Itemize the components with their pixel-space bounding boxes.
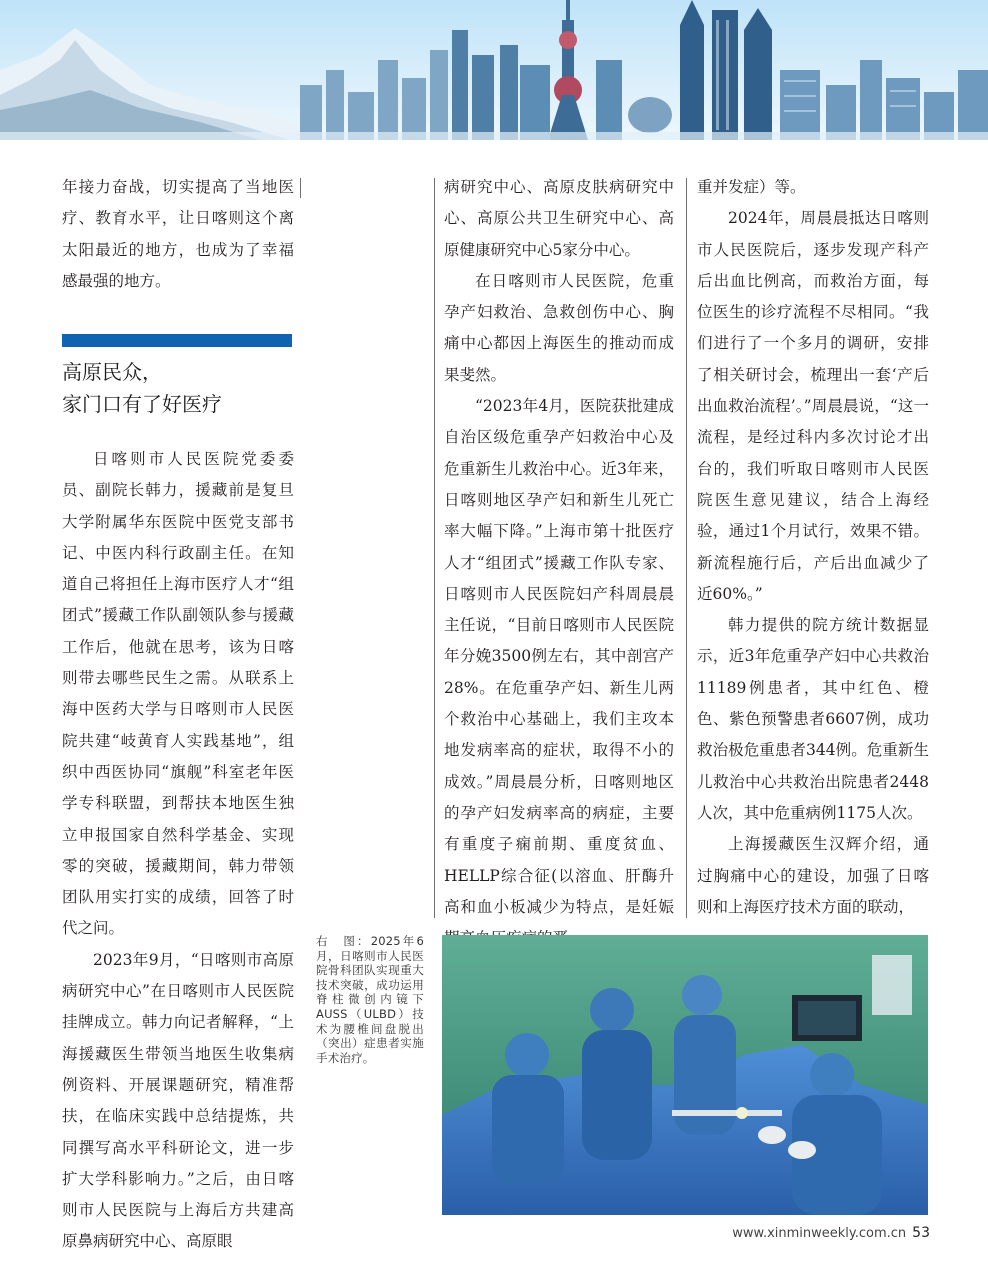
paragraph: 在日喀则市人民医院，危重孕产妇救治、急救创伤中心、胸痛中心都因上海医生的推动而成果斐然。 <box>444 271 674 384</box>
column-rule <box>300 178 301 198</box>
photo-caption: 右 图：2025年6月，日喀则市人民医院骨科团队实现重大技术突破，成功运用脊柱微创内镜下AUSS（ULBD）技术为腰椎间盘脱出（突出）症患者实施手术治疗。 <box>316 934 424 1065</box>
page-number: 53 <box>912 1225 930 1241</box>
section-heading <box>62 356 294 420</box>
paragraph: 2024年，周晨晨抵达日喀则市人民医院后，逐步发现产科产后出血比例高，而救治方面，每位医生的诊疗流程不尽相同。“我们进行了一个多月的调研，安排了相关研讨会，梳理出一套‘产后出血救治流程’。”周晨晨说，“这一流程，是经过科内多次讨论才出台的，我们听取日喀则市人民医院医生意见建议，结合上海经验，通过1个月试行，效果不错。新流程施行后，产后出血减少了近60%。” <box>697 209 929 603</box>
operating-room-illustration <box>442 935 928 1215</box>
paragraph: 重并发症）等。 <box>697 178 806 196</box>
header-banner-image <box>0 0 988 140</box>
column-rule <box>686 178 687 918</box>
paragraph: 2023年9月，“日喀则市高原病研究中心”在日喀则市人民医院挂牌成立。韩力向记者解释，“上海援藏医生带领当地医生收集病例资料、开展课题研究，精准帮扶，在临床实践中总结提炼，共同撰写高水平科研论文，进一步扩大学科影响力。”之后，由日喀则市人民医院与上海后方共建高原鼻病研究中心、高原眼 <box>62 950 294 1251</box>
website-url: www.xinminweekly.com.cn <box>732 1226 907 1241</box>
section-heading-line-1: 高原民众， <box>62 360 162 384</box>
paragraph: 病研究中心、高原皮肤病研究中心、高原公共卫生研究中心、高原健康研究中心5家分中心。 <box>444 178 674 259</box>
section-accent-bar <box>62 334 292 347</box>
section-heading-line-2: 家门口有了好医疗 <box>62 392 222 416</box>
surgery-photo <box>442 935 928 1215</box>
paragraph: 韩力提供的院方统计数据显示，近3年危重孕产妇中心共救治11189例患者，其中红色、橙色、紫色预警患者6607例，成功救治极危重患者344例。危重新生儿救治中心共救治出院患者2448人次，其中危重病例1175人次。 <box>697 616 929 822</box>
paragraph: “2023年4月，医院获批建成自治区级危重孕产妇救治中心及危重新生儿救治中心。近3年来，日喀则地区孕产妇和新生儿死亡率大幅下降。”上海市第十批医疗人才“组团式”援藏工作队专家、日喀则市人民医院妇产科周晨晨主任说，“目前日喀则市人民医院年分娩3500例左右，其中剖宫产28%。在危重孕产妇、新生儿两个救治中心基础上，我们主攻本地发病率高的症状，取得不小的成效。”周晨晨分析，日喀则地区的孕产妇发病率高的病症，主要有重度子痫前期、重度贫血、HELLP综合征(以溶血、肝酶升高和血小板减少为特点，是妊娠 <box>444 397 674 916</box>
paragraph: 日喀则市人民医院党委委员、副院长韩力，援藏前是复旦大学附属华东医院中医党支部书记、中医内科行政副主任。在知道自己将担任上海市医疗人才“组团式”援藏工作队副领队参与援藏工作后，他就在思考，该为日喀则带去哪些民生之需。从联系上海中医药大学与日喀则市人民医院共建“岐黄育人实践基地”，组织中西医协同“旗舰”科室老年医学专科联盟，到帮扶本地医生独立申报国家自然科学基金、实现零的突破，援藏期间，韩力带领团队用实打实的成绩，回答了时代之问。 <box>62 450 294 938</box>
article-column-3 <box>697 172 929 923</box>
article-column-2 <box>444 172 674 954</box>
paragraph: 年接力奋战，切实提高了当地医疗、教育水平，让日喀则这个离太阳最近的地方，也成为了幸福感最强的地方。 <box>62 178 294 290</box>
paragraph: 上海援藏医生汉辉介绍，通过胸痛中心的建设，加强了日喀则和上海医疗技术方面的联动， <box>697 835 929 916</box>
article-column-1 <box>62 172 294 297</box>
page-footer <box>700 1225 930 1241</box>
column-rule <box>434 178 435 918</box>
article-column-1-continued <box>62 444 294 1258</box>
skyline-illustration <box>0 0 988 140</box>
